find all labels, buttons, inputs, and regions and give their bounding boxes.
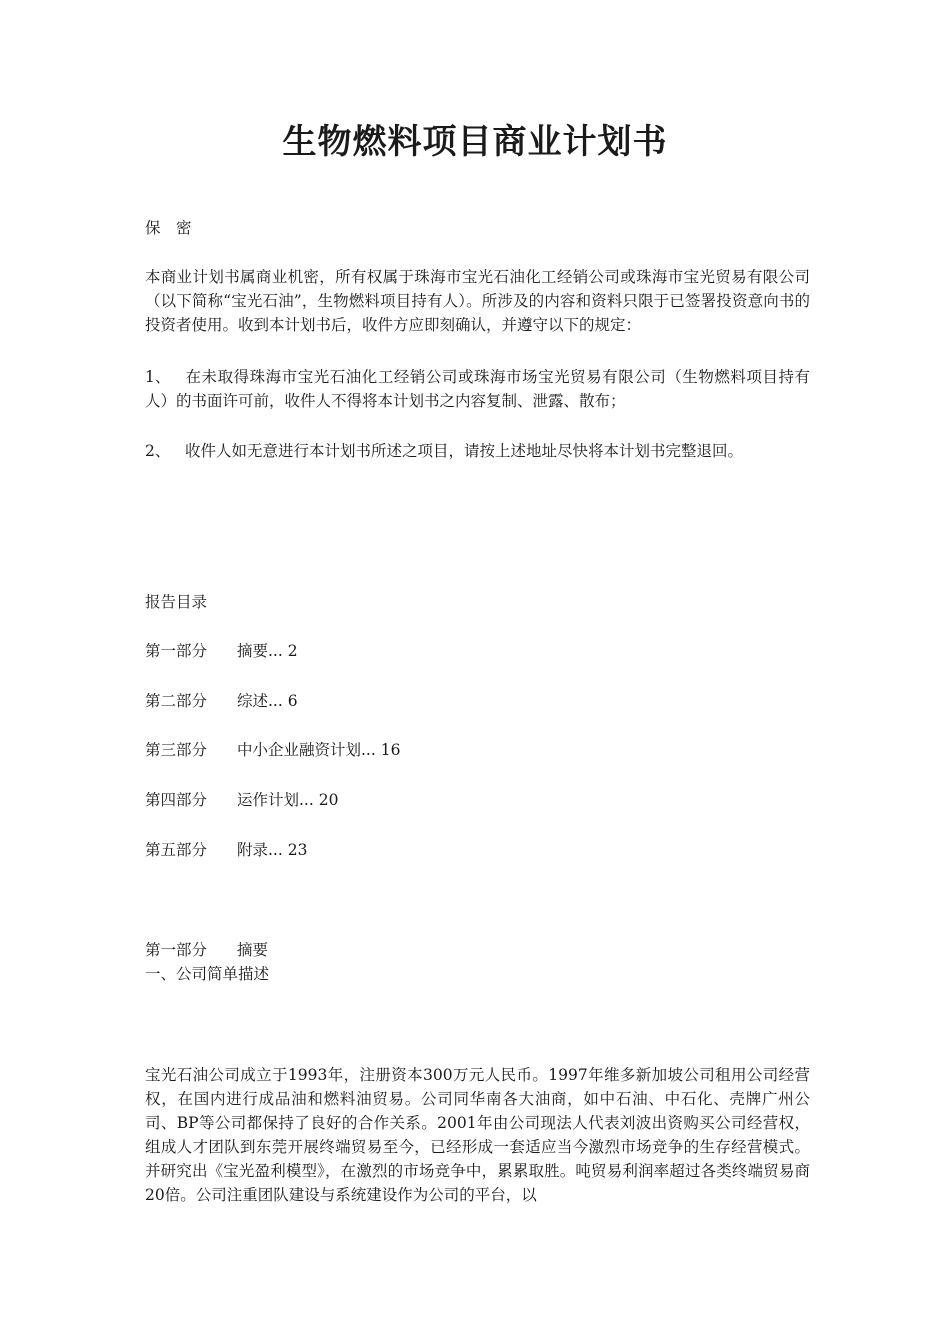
- confidential-paragraph: 本商业计划书属商业机密，所有权属于珠海市宝光石油化工经销公司或珠海市宝光贸易有限公司（以下简称“宝光石油”，生物燃料项目持有人）。所涉及的内容和资料只限于已签署投资意向书的投资者使用。收到本计划书后，收件方应即刻确认，并遵守以下的规定：: [145, 268, 810, 334]
- rule-number: 1、: [145, 368, 171, 386]
- toc-heading: 报告目录: [145, 593, 208, 611]
- section-part-label: 第一部分: [145, 941, 208, 959]
- toc-item[interactable]: [145, 788, 338, 812]
- company-description-paragraph: 宝光石油公司成立于1993年，注册资本300万元人民币。1997年维多新加坡公司租用公司经营权，在国内进行成品油和燃料油贸易。公司同华南各大油商，如中石油、中石化、壳牌广州公司、BP等公司都保持了良好的合作关系。2001年由公司现法人代表刘波出资购买公司经营权，组成人才团队到东莞开展终端贸易至今，已经形成一套适应当今激烈市场竞争的生存经营模式。并研究出《宝光盈利模型》，在激烈的市场竞争中，累累取胜。吨贸易利润率超过各类终端贸易商20倍。公司注重团队建设与系统建设作为公司的平台，以: [145, 1066, 810, 1204]
- toc-item[interactable]: [145, 738, 400, 762]
- toc-part-label: 第一部分: [145, 642, 208, 660]
- rule-number: 2、: [145, 442, 171, 460]
- toc-item[interactable]: [145, 689, 298, 713]
- rule-text: 在未取得珠海市宝光石油化工经销公司或珠海市场宝光贸易有限公司（生物燃料项目持有人）的书面许可前，收件人不得将本计划书之内容复制、泄露、散布；: [145, 368, 810, 410]
- toc-entry: 附录... 23: [237, 841, 308, 859]
- section-heading: [145, 938, 268, 962]
- confidential-heading: 保 密: [145, 219, 192, 237]
- toc-entry: 综述... 6: [237, 692, 298, 710]
- toc-part-label: 第三部分: [145, 741, 208, 759]
- document-title: 生物燃料项目商业计划书: [282, 122, 668, 162]
- section-subheading: 一、公司简单描述: [145, 965, 270, 983]
- rule-item-2: [145, 439, 810, 463]
- toc-part-label: 第二部分: [145, 692, 208, 710]
- toc-entry: 中小企业融资计划... 16: [237, 741, 401, 759]
- rule-text: 收件人如无意进行本计划书所述之项目，请按上述地址尽快将本计划书完整退回。: [185, 442, 744, 460]
- toc-part-label: 第四部分: [145, 791, 208, 809]
- toc-item[interactable]: [145, 639, 298, 663]
- toc-part-label: 第五部分: [145, 841, 208, 859]
- toc-entry: 摘要... 2: [237, 642, 298, 660]
- rule-item-1: [145, 365, 810, 413]
- section-title: 摘要: [237, 941, 269, 959]
- toc-entry: 运作计划... 20: [237, 791, 339, 809]
- toc-item[interactable]: [145, 838, 307, 862]
